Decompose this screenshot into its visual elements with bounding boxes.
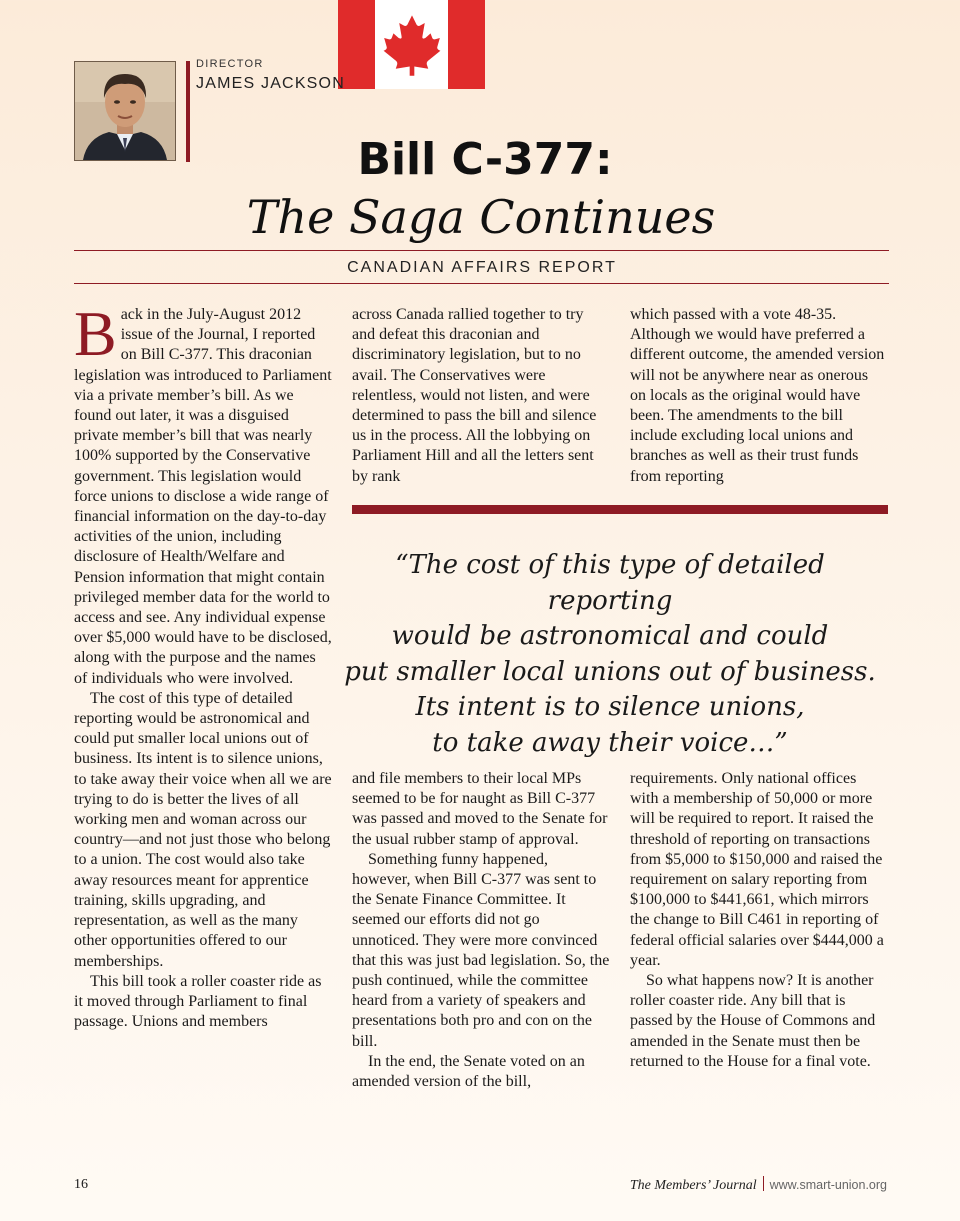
article-paragraph: So what happens now? It is another roller coaster ride. Any bill that is passed by the House of Commons and amended in the Senate must then be returned to the House for a final vote. xyxy=(630,972,876,1070)
article-paragraph: and file members to their local MPs seemed to be for naught as Bill C-377 was passed and moved to the Senate for the usual rubber stamp of approval. xyxy=(352,770,608,848)
pullquote-rule xyxy=(352,505,888,514)
title-rule xyxy=(74,250,889,251)
article-paragraph: In the end, the Senate voted on an amended version of the bill, xyxy=(352,1052,585,1091)
footer-separator xyxy=(763,1176,764,1191)
article-paragraph: This bill took a roller coaster ride as it moved through Parliament to final passage. Unions and members xyxy=(74,972,322,1031)
pullquote-line: “The cost of this type of detailed reporting xyxy=(395,550,825,616)
article-column-1 xyxy=(74,298,332,1032)
article-paragraph xyxy=(74,298,332,689)
article-paragraph: The cost of this type of detailed reporting would be astronomical and could put smaller local unions out of business. Its intent is to silence unions, to take away their voice when all we are trying to do is better the lives of all working men and woman across our country—and not just those who belong to a union. The cost would also take away resources meant for apprentice training, skills upgrading, and representation, as well as the many other opportunities offered to our memberships. xyxy=(74,689,332,970)
director-name: JAMES JACKSON xyxy=(196,75,345,92)
director-role: DIRECTOR xyxy=(196,58,264,70)
article-column-3-top xyxy=(630,305,888,487)
flag-center xyxy=(375,0,448,89)
footer-url[interactable]: www.smart-union.org xyxy=(769,1178,887,1192)
pullquote-line: put smaller local unions out of business. xyxy=(344,656,876,687)
section-kicker: CANADIAN AFFAIRS REPORT xyxy=(347,259,617,276)
article-paragraph: Something funny happened, however, when Bill C-377 was sent to the Senate Finance Committee. It seemed our efforts did not go unnoticed. They were more convinced that this was just bad legislation. So, the push continued, while the committee heard from a variety of speakers and presentations both pro and con on the bill. xyxy=(352,850,610,1050)
article-column-3-bottom xyxy=(630,769,888,1072)
flag-right-band xyxy=(448,0,485,89)
headline: Bill C-377: xyxy=(357,134,613,185)
canada-flag xyxy=(338,0,485,89)
article-column-2-top xyxy=(352,305,610,487)
footer-credit xyxy=(630,1176,887,1194)
drop-cap: B xyxy=(74,298,117,369)
pullquote-line: would be astronomical and could xyxy=(391,621,829,651)
maple-leaf-icon xyxy=(383,14,441,76)
page-number: 16 xyxy=(74,1177,88,1192)
journal-name: The Members’ Journal xyxy=(629,1178,757,1193)
pull-quote xyxy=(340,548,880,761)
article-paragraph: requirements. Only national offices with a membership of 50,000 or more will be required to report. It raised the threshold of reporting on transactions from $5,000 to $150,000 and raised the requirement on salary reporting from $100,000 to $441,661, which mirrors the change to Bill C461 in reporting of federal official salaries over $444,000 a year. xyxy=(630,770,884,969)
article-paragraph: across Canada rallied together to try and defeat this draconian and discriminatory legislation, but to no avail. The Conservatives were relentless, would not listen, and were determined to pass the bill and silence us in the process. All the lobbying on Parliament Hill and all the letters sent by rank xyxy=(352,306,597,485)
pullquote-line: to take away their voice…” xyxy=(432,727,788,758)
paragraph-text: ack in the July-August 2012 issue of the Journal, I reported on Bill C-377. This draconian legislation was introduced to Parliament via a private member’s bill. As we found out later, it was a disguised private member’s bill that was nearly 100% supported by the Conservative government. This legislation would force unions to disclose a wide range of financial information on the day-to-day activities of the union, including disclosure of Health/Welfare and Pension information that might contain privileged member data for the world to access and see. Any individual expense over $5,000 would have to be disclosed, along with the purpose and the names of individuals who were involved. xyxy=(74,306,332,687)
article-column-2-bottom xyxy=(352,769,610,1092)
kicker-rule xyxy=(74,283,889,284)
article-paragraph: which passed with a vote 48-35. Although we would have preferred a different outcome, the amended version will not be anywhere near as onerous on locals as the original would have been. The amendments to the bill include excluding local unions and branches as well as their trust funds from reporting xyxy=(630,306,885,485)
subheadline: The Saga Continues xyxy=(246,190,716,244)
pullquote-line: Its intent is to silence unions, xyxy=(415,692,805,722)
